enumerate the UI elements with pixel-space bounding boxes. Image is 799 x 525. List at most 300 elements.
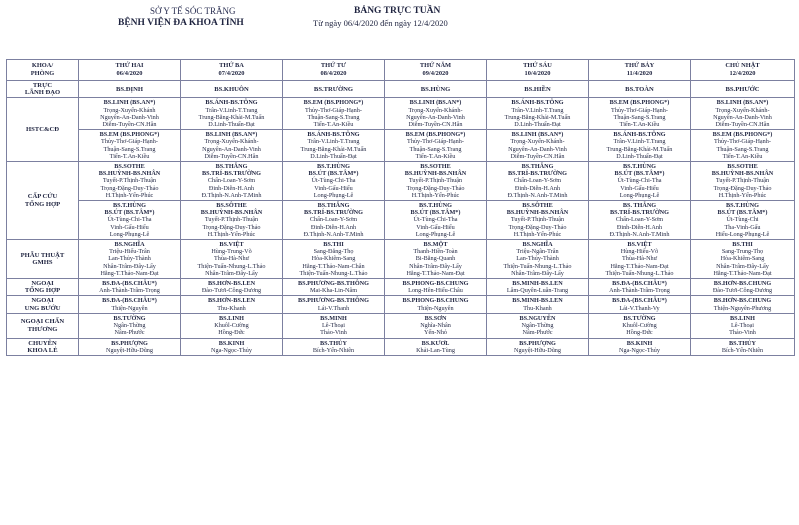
table-row (7, 130, 795, 162)
staff-names: Đào-Tươi-Công-Dương (712, 287, 773, 295)
duty-cell (79, 240, 181, 279)
staff-names: Ngân-Thừng (113, 322, 146, 330)
duty-cell (181, 130, 283, 162)
staff-names: Đào-Tươi-Công-Dương (201, 287, 262, 295)
staff-names: Trung-Bằng-Khải-M.Tuấn (198, 113, 265, 121)
staff-names: Thanh-Hiền-Toàn (413, 248, 458, 256)
staff-names: Thiện-Nguyên (417, 304, 454, 312)
staff-names: Chấn-Loan-Y-Sơm (615, 216, 664, 224)
staff-names: H.Thịnh-Yến-Phúc (513, 230, 562, 238)
doctor-name: BS.LINH (BS.AN*) (103, 99, 156, 107)
staff-names: Thủy-Thơ-Giáp-Hạnh- (101, 138, 158, 146)
staff-names: Vinh-Gấu-Hiếu (620, 184, 659, 192)
duty-cell (283, 81, 385, 98)
staff-names: H.Thịnh-Yến-Phúc (411, 191, 460, 199)
staff-names: Yến-Nhỏ (423, 329, 448, 337)
duty-cell (691, 240, 795, 279)
duty-cell (691, 162, 795, 201)
staff-names: Thuận-Sang-S.Trang (409, 145, 462, 153)
staff-names: Thủy-Thơ-Giáp-Hạnh- (407, 138, 464, 146)
staff-names: Tha-Vinh-Gấu (724, 223, 761, 231)
table-row (7, 279, 795, 296)
doctor-name: BS.ÁNH-BS.TÔNG (205, 99, 258, 107)
doctor-name: BS.PHƯỢNG (111, 339, 148, 347)
staff-names: Đ.Thịnh-N.Anh-T.Minh (507, 191, 568, 199)
dept-label: HSTC&CĐ (7, 98, 79, 162)
staff-names: Nguyên-An-Danh-Vinh (202, 145, 261, 153)
staff-names: Lái-V.Thanh-Vy (619, 304, 660, 312)
duty-cell (79, 296, 181, 313)
staff-names: Trân-V.Linh-T.Trang (205, 106, 258, 114)
staff-names: Hằng-T.Thảo-Nam-Chân (302, 262, 365, 270)
staff-names: Long-Hên-Hiếu-Châu (408, 287, 463, 295)
doctor-name: BS.T.HÙNG (317, 163, 350, 171)
staff-names: D.Linh-Thuấn-Đạt (616, 152, 663, 160)
staff-names: Nhân-Trâm-Đây-Lẩy (511, 269, 564, 277)
dept-label: NGOẠI TỔNG HỢP (7, 279, 79, 296)
day-header: THỨ BA 07/4/2020 (181, 60, 283, 81)
staff-names: Nguyên-An-Danh-Vinh (713, 113, 772, 121)
staff-names: Triệu-Hiếu-Trân (109, 248, 150, 256)
staff-names: Thuận-Sang-S.Trang (103, 145, 156, 153)
staff-names: Út-Tùng-Chi-Tha (617, 177, 662, 185)
doctor-name: BS.THẮNG (215, 163, 248, 171)
doctor-name: BS.ÁNH-BS.TÔNG (511, 99, 564, 107)
staff-names: Vinh-Gấu-Hiếu (110, 223, 149, 231)
doctor-name: BS.TƯỜNG (113, 314, 146, 322)
staff-names: Thiện-Tuấn-Nhung-L.Thảo (605, 269, 674, 277)
doctor-name: BS.T.HÙNG (419, 202, 452, 210)
staff-names: Mai-Kha-Lin-Nâm (309, 287, 358, 295)
staff-names: D.Linh-Thuấn-Đạt (514, 121, 561, 129)
duty-cell (589, 98, 691, 130)
staff-names: Diễm-Tuyền-CN.Hân (715, 121, 770, 129)
staff-names: Long-Phụng-Lê (619, 191, 660, 199)
doctor-name: BS.MINH (320, 314, 347, 322)
dept-label: NGOẠI UNG BƯỚU (7, 296, 79, 313)
duty-cell (181, 81, 283, 98)
staff-names: Thiện-Tuấn-Nhung-L.Thảo (503, 262, 572, 270)
staff-names: Tiến-T.An-Kiều (722, 152, 763, 160)
staff-names: Tiến-T.An-Kiều (415, 152, 456, 160)
staff-names: Bích-Yến-Nhiên (721, 346, 764, 354)
day-header: THỨ SÁU 10/4/2020 (487, 60, 589, 81)
staff-names: Hùng-Trung-Võ (211, 248, 252, 256)
duty-cell (487, 81, 589, 98)
duty-cell (283, 338, 385, 355)
staff-names: Hồng-Đức (626, 329, 653, 337)
staff-names: Trân-V.Linh-T.Trang (511, 106, 564, 114)
duty-cell (385, 162, 487, 201)
duty-cell (589, 201, 691, 240)
dept-label: CẤP CỨU TỔNG HỢP (7, 162, 79, 240)
staff-names: Hồng-Đức (218, 329, 245, 337)
duty-cell (79, 338, 181, 355)
staff-names: Chấn-Loan-Y-Sơm (309, 216, 358, 224)
duty-cell (385, 279, 487, 296)
doctor-name: BS.LINH (BS.AN*) (716, 99, 769, 107)
duty-cell (283, 240, 385, 279)
staff-names: Lê-Thoại (321, 322, 346, 330)
duty-cell (589, 240, 691, 279)
duty-cell (385, 130, 487, 162)
duty-cell (589, 313, 691, 338)
staff-names: Hiếu-Long-Phụng-Lê (715, 230, 770, 238)
staff-names: Út-Tùng-Chi-Tha (107, 216, 152, 224)
doctor-name: BS.ÚT (BS.TÂM*) (104, 209, 155, 217)
doctor-name: BS.MỘT (423, 241, 448, 249)
staff-names: Thiện-Nguyên (111, 304, 148, 312)
duty-cell (691, 279, 795, 296)
staff-names: Thuận-Sang-S.Trang (716, 145, 769, 153)
staff-names: Hằng-T.Thảo-Nam-Đạt (713, 269, 772, 277)
doctor-name: BS.VIỆT (219, 241, 244, 249)
doctor-name: BS.SƠN (424, 314, 447, 322)
duty-cell (181, 338, 283, 355)
doctor-name: BS.PHƯƠNG-BS.THÔNG (298, 280, 369, 288)
staff-names: Khuôl-Cường (622, 322, 657, 330)
staff-names: Vinh-Gấu-Hiếu (314, 184, 353, 192)
staff-names: Tiến-T.An-Kiều (619, 121, 660, 129)
staff-names: Nhân-Trâm-Đây-Lẩy (409, 262, 462, 270)
staff-names: Thiện-Nguyên-Phương (713, 304, 772, 312)
duty-cell (589, 279, 691, 296)
staff-names: Lâm-Quyên-Luân-Trang (506, 287, 569, 295)
doctor-name: BS.VIỆT (627, 241, 652, 249)
staff-names: Hòa-Khiêm-Sang (311, 255, 356, 263)
duty-cell (589, 338, 691, 355)
staff-names: Trung-Bằng-Khải-M.Tuấn (606, 145, 673, 153)
staff-names: Nguyên-An-Danh-Vinh (508, 145, 567, 153)
doctor-name: BS.ĐA-(BS.CHÂU*) (612, 297, 667, 305)
staff-names: Trung-Bằng-Khải-M.Tuấn (300, 145, 367, 153)
doctor-name: BS.EM (BS.PHONG*) (405, 131, 466, 139)
duty-cell (691, 98, 795, 130)
staff-names: Đ.Thịnh-N.Anh-T.Minh (303, 230, 364, 238)
dept-label: TRỰC LÃNH ĐẠO (7, 81, 79, 98)
staff-names: Thu-Khanh (523, 304, 552, 312)
staff-names: Lan-Thủy-Thành (516, 255, 559, 263)
doctor-name: BS.THỦY (729, 339, 756, 347)
duty-cell (181, 201, 283, 240)
duty-cell (79, 98, 181, 130)
table-row (7, 240, 795, 279)
doctor-name: BS.ĐA-(BS.CHÂU*) (102, 280, 157, 288)
table-row (7, 81, 795, 98)
doctor-name: BS.HƠN-BS.LEN (207, 280, 256, 288)
day-header: THỨ TƯ 08/4/2020 (283, 60, 385, 81)
doctor-name: BS.LINH (219, 314, 244, 322)
staff-names: Trân-V.Linh-T.Trang (613, 138, 666, 146)
staff-names: Trọng-Xuyến-Khánh- (510, 138, 565, 146)
duty-cell (79, 279, 181, 296)
doctor-name: BS.HƠN-BS.LEN (207, 297, 256, 305)
staff-names: Khải-Lan-Tùng (416, 346, 455, 354)
staff-names: Trọng-Xuyến-Khánh (103, 106, 156, 114)
doctor-name: BS.PHƯƠNG-BS.THÔNG (298, 297, 369, 305)
duty-cell (181, 162, 283, 201)
duty-cell (385, 98, 487, 130)
doctor-name: BS.KINH (218, 339, 245, 347)
doctor-name: BS.PHƯỚC (725, 85, 760, 93)
staff-names: Khuôl-Cường (214, 322, 249, 330)
staff-names: Tiến-T.An-Kiều (109, 152, 150, 160)
duty-cell (283, 130, 385, 162)
staff-names: Út-Tùng-Chi (726, 216, 759, 224)
table-header-row (7, 60, 795, 81)
doctor-name: BS.SOTHE (420, 163, 451, 171)
staff-names: Lan-Thủy-Thành (108, 255, 151, 263)
doctor-name: BS.HUỲNH-BS.NHÂN (404, 170, 467, 178)
staff-names: Trọng-Xuyến-Khánh- (204, 138, 259, 146)
doctor-name: BS.ÚT (BS.TÂM*) (410, 209, 461, 217)
table-row (7, 162, 795, 201)
doctor-name: BS.LINH (BS.AN*) (409, 99, 462, 107)
staff-names: Diễm-Tuyền-CN.Hân (102, 121, 157, 129)
doctor-name: BS.T.HÙNG (623, 163, 656, 171)
doctor-name: BS.TRÍ-BS.TRƯỜNG (304, 209, 363, 217)
doctor-name: BS.PHƯỢNG (519, 339, 556, 347)
doctor-name: BS.TRÍ-BS.TRƯỜNG (508, 170, 567, 178)
doctor-name: BS.PHONG-BS.CHUNG (402, 280, 469, 288)
duty-cell (691, 313, 795, 338)
staff-names: Nghĩa-Nhân (420, 322, 451, 330)
staff-names: Tuyết-P.Thịnh-Thuận (408, 177, 463, 185)
staff-names: Trân-V.Linh-T.Trang (307, 138, 360, 146)
staff-names: Nguyên-An-Danh-Vinh (100, 113, 159, 121)
day-header: THỨ NĂM 09/4/2020 (385, 60, 487, 81)
staff-names: Nga-Ngọc-Thủy (211, 346, 252, 354)
doctor-name: BS.HIỀN (524, 85, 551, 93)
staff-names: D.Linh-Thuấn-Đạt (208, 121, 255, 129)
staff-names: Nguyên-An-Danh-Vinh (406, 113, 465, 121)
staff-names: Thủy-Thơ-Giáp-Hạnh- (611, 106, 668, 114)
staff-names: Thảo-Vinh (320, 329, 347, 337)
staff-names: Tuyết-P.Thịnh-Thuận (715, 177, 770, 185)
staff-names: Anh-Thành-Trâm-Trọng (99, 287, 160, 295)
table-row (7, 338, 795, 355)
duty-cell (79, 162, 181, 201)
doctor-name: BS.LINH (BS.AN*) (511, 131, 564, 139)
staff-names: Đinh-Diễn-H.Anh (310, 223, 357, 231)
dept-label: NGOẠI CHẤN THƯƠNG (7, 313, 79, 338)
doctor-name: BS.KINH (626, 339, 653, 347)
staff-names: Út-Tùng-Chi-Tha (413, 216, 458, 224)
staff-names: Diễm-Tuyền-CN.Hân (204, 152, 259, 160)
staff-names: Nhân-Trâm-Đây-Lẩy (716, 262, 769, 270)
staff-names: Hằng-T.Thảo-Nam-Đạt (406, 269, 465, 277)
doctor-name: BS.HUỲNH-BS.NHÂN (98, 170, 161, 178)
staff-names: Út-Tùng-Chi-Tha (311, 177, 356, 185)
staff-names: Tuyết-P.Thịnh-Thuận (510, 216, 565, 224)
staff-names: Chấn-Loan-Y-Sơm (513, 177, 562, 185)
dept-column-header: KHOA/ PHÒNG (7, 60, 79, 81)
duty-cell (487, 98, 589, 130)
doctor-name: BS.THỦY (320, 339, 347, 347)
staff-names: Hằng-T.Thảo-Nam-Đạt (610, 262, 669, 270)
duty-cell (691, 201, 795, 240)
staff-names: Lái-V.Thanh (317, 304, 350, 312)
staff-names: Hằng-T.Thảo-Nam-Đạt (100, 269, 159, 277)
table-row (7, 98, 795, 130)
doctor-name: BS.THI (323, 241, 344, 249)
duty-cell (487, 240, 589, 279)
duty-cell (589, 81, 691, 98)
staff-names: Thuận-Sang-S.Trang (613, 113, 666, 121)
duty-cell (181, 313, 283, 338)
staff-names: Hòa-Khiêm-Sang (720, 255, 765, 263)
day-header: THỨ HAI 06/4/2020 (79, 60, 181, 81)
doctor-name: BS.HƠN-BS.CHUNG (713, 297, 772, 305)
doctor-name: BS.LINH (BS.AN*) (205, 131, 258, 139)
staff-names: Long-Phụng-Lê (313, 191, 354, 199)
staff-names: Diễm-Tuyền-CN.Hân (408, 121, 463, 129)
duty-cell (79, 313, 181, 338)
duty-cell (487, 338, 589, 355)
staff-names: Long-Phụng-Lê (415, 230, 456, 238)
staff-names: Trọng-Đặng-Duy-Thảo (508, 223, 567, 231)
doctor-name: BS.SÔTHE (522, 202, 553, 210)
table-row (7, 313, 795, 338)
duty-cell (283, 296, 385, 313)
doctor-name: BS.ÚT (BS.TÂM*) (614, 170, 665, 178)
doctor-name: BS.THẮNG (317, 202, 350, 210)
doctor-name: BS.EM (BS.PHONG*) (99, 131, 160, 139)
staff-names: Trung-Bằng-Khải-M.Tuấn (504, 113, 571, 121)
doctor-name: BS.KHUÔN (214, 85, 249, 93)
staff-names: Hùng-Hiếu-Võ (620, 248, 659, 256)
staff-names: Nâm-Phước (522, 329, 553, 337)
duty-cell (385, 81, 487, 98)
doctor-name: BS.HUỲNH-BS.NHÂN (506, 209, 569, 217)
duty-cell (589, 296, 691, 313)
duty-cell (589, 130, 691, 162)
staff-names: Trọng-Đặng-Duy-Thảo (202, 223, 261, 231)
staff-names: Bích-Yến-Nhiên (312, 346, 355, 354)
doctor-name: BS.PHONG-BS.CHUNG (402, 297, 469, 305)
document-header (0, 0, 799, 60)
duty-cell (385, 313, 487, 338)
staff-names: Thủy-Thơ-Giáp-Hạnh- (714, 138, 771, 146)
hospital-name: BỆNH VIỆN ĐA KHOA TỈNH (118, 18, 244, 28)
staff-names: Thủy-Thơ-Giáp-Hạnh- (305, 106, 362, 114)
duty-cell (691, 130, 795, 162)
staff-names: Thiện-Tuấn-Nhung-L.Thảo (299, 269, 368, 277)
doctor-name: BS.SÔTHE (216, 202, 247, 210)
staff-names: Trọng-Đặng-Duy-Thảo (713, 184, 772, 192)
duty-cell (385, 296, 487, 313)
doctor-name: BS.TƯỜNG (623, 314, 656, 322)
doctor-name: BS.THI (732, 241, 753, 249)
staff-names: Triệu-Ngân-Trân (516, 248, 559, 256)
org-name: SỞ Y TẾ SÓC TRĂNG (150, 6, 236, 16)
staff-names: Thu-Khanh (217, 304, 246, 312)
staff-names: Lê-Thoại (730, 322, 755, 330)
staff-names: Thuận-Sang-S.Trang (307, 113, 360, 121)
staff-names: Đ.Thịnh-N.Anh-T.Minh (201, 191, 262, 199)
staff-names: H.Thịnh-Yến-Phúc (718, 191, 767, 199)
doctor-name: BS.MINH-BS.LEN (512, 280, 563, 288)
doctor-name: BS.EM (BS.PHONG*) (609, 99, 670, 107)
doctor-name: BS.T.HÙNG (726, 202, 759, 210)
doctor-name: BS.KƯƠL (421, 339, 450, 347)
staff-names: Đinh-Diễn-H.Anh (514, 184, 561, 192)
staff-names: Tuyết-P.Thịnh-Thuận (204, 216, 259, 224)
staff-names: Nhân-Trâm-Đây-Lẩy (205, 269, 258, 277)
staff-names: Vinh-Gấu-Hiếu (416, 223, 455, 231)
staff-names: Sang-Đăng-Thọ (313, 248, 354, 256)
day-header: THỨ BẢY 11/4/2020 (589, 60, 691, 81)
staff-names: Đinh-Diễn-H.Anh (616, 223, 663, 231)
duty-cell (385, 201, 487, 240)
doctor-name: BS.ÁNH-BS.TÔNG (307, 131, 360, 139)
staff-names: Anh-Thành-Trâm-Trọng (609, 287, 670, 295)
staff-names: Ngân-Thừng (521, 322, 554, 330)
doctor-name: BS.HUỲNH-BS.NHÂN (200, 209, 263, 217)
staff-names: Sang-Trung-Thọ (721, 248, 764, 256)
doctor-name: BS.HƠN-BS.CHUNG (713, 280, 772, 288)
doctor-name: BS.TRƯỜNG (313, 85, 354, 93)
staff-names: Trọng-Đặng-Duy-Thảo (406, 184, 465, 192)
staff-names: Thùa-Hà-Như (622, 255, 657, 263)
duty-cell (487, 279, 589, 296)
doctor-name: BS.MINH-BS.LEN (512, 297, 563, 305)
duty-cell (283, 162, 385, 201)
duty-cell (691, 296, 795, 313)
duty-cell (385, 338, 487, 355)
duty-cell (181, 279, 283, 296)
duty-cell (181, 296, 283, 313)
duty-cell (487, 162, 589, 201)
duty-cell (487, 130, 589, 162)
staff-names: Chấn-Loan-Y-Sơm (207, 177, 256, 185)
staff-names: Diễm-Tuyền-CN.Hân (510, 152, 565, 160)
schedule-title: BẢNG TRỰC TUẦN (354, 6, 441, 16)
duty-cell (487, 201, 589, 240)
staff-names: Thùa-Hà-Như (214, 255, 249, 263)
staff-names: H.Thịnh-Yến-Phúc (105, 191, 154, 199)
staff-names: Trọng-Đặng-Duy-Thảo (100, 184, 159, 192)
staff-names: Thiện-Tuấn-Nhung-L.Thảo (197, 262, 266, 270)
day-header: CHỦ NHẬT 12/4/2020 (691, 60, 795, 81)
staff-names: Tuyết-P.Thịnh-Thuận (102, 177, 157, 185)
duty-cell (79, 130, 181, 162)
doctor-name: BS.SOTHE (727, 163, 758, 171)
doctor-name: BS.HUỲNH-BS.NHÂN (711, 170, 774, 178)
duty-cell (181, 98, 283, 130)
table-row (7, 201, 795, 240)
duty-cell (79, 201, 181, 240)
doctor-name: BS.THẮNG (521, 163, 554, 171)
doctor-name: BS.EM (BS.PHONG*) (303, 99, 364, 107)
doctor-name: BS.ĐA-(BS.CHÂU*) (102, 297, 157, 305)
doctor-name: BS.T.HÙNG (113, 202, 146, 210)
staff-names: Nâm-Phước (114, 329, 145, 337)
staff-names: Nga-Ngọc-Thủy (619, 346, 660, 354)
doctor-name: BS.EM (BS.PHONG*) (712, 131, 773, 139)
doctor-name: BS.NGUYÊN (519, 314, 556, 322)
doctor-name: BS.LINH (730, 314, 755, 322)
doctor-name: BS.NGHĨA (522, 241, 553, 249)
doctor-name: BS.ÚT (BS.TÂM*) (308, 170, 359, 178)
duty-roster-table (6, 59, 795, 356)
staff-names: D.Linh-Thuấn-Đạt (310, 152, 357, 160)
duty-cell (487, 296, 589, 313)
doctor-name: BS.NGHĨA (114, 241, 145, 249)
staff-names: Đ.Thịnh-N.Anh-T.Minh (609, 230, 670, 238)
doctor-name: BS.ÁNH-BS.TÔNG (613, 131, 666, 139)
duty-cell (691, 81, 795, 98)
